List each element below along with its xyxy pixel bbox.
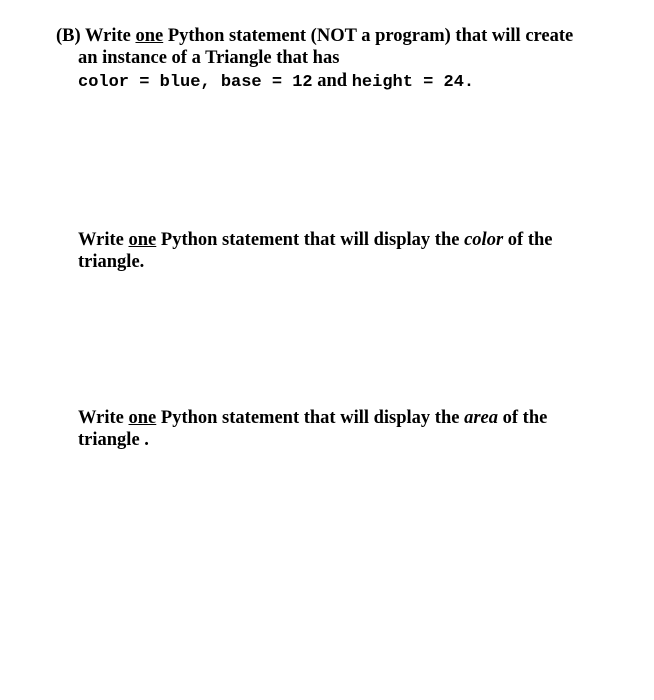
underlined-one: one bbox=[128, 408, 157, 428]
question-area-suffix: of the bbox=[498, 408, 548, 428]
question-area-middle: Python statement that will display the bbox=[156, 408, 465, 428]
question-color-prefix: Write bbox=[78, 230, 129, 250]
question-color-line-1 bbox=[0, 229, 640, 251]
question-b-suffix: Python statement (NOT a program) that will create bbox=[163, 26, 574, 46]
question-b bbox=[0, 25, 640, 94]
question-display-color bbox=[0, 229, 640, 273]
question-area-line-1 bbox=[0, 407, 640, 429]
question-display-area bbox=[0, 407, 640, 451]
emphasis-area: area bbox=[464, 408, 499, 428]
code-height: height = 24. bbox=[351, 73, 475, 92]
question-b-line-3 bbox=[0, 70, 640, 94]
question-area-prefix: Write bbox=[78, 408, 129, 428]
question-color-line-2: triangle. bbox=[78, 252, 145, 272]
question-b-line-2: an instance of a Triangle that has bbox=[78, 48, 340, 68]
underlined-one: one bbox=[128, 230, 157, 250]
underlined-one: one bbox=[135, 26, 164, 46]
and-word: and bbox=[312, 71, 352, 91]
question-color-suffix: of the bbox=[503, 230, 553, 250]
question-area-line-2: triangle . bbox=[78, 430, 149, 450]
question-color-middle: Python statement that will display the bbox=[156, 230, 465, 250]
question-b-prefix: (B) Write bbox=[56, 26, 136, 46]
code-color-base: color = blue, base = 12 bbox=[78, 73, 313, 92]
question-b-line-1 bbox=[0, 25, 640, 47]
emphasis-color: color bbox=[464, 230, 504, 250]
